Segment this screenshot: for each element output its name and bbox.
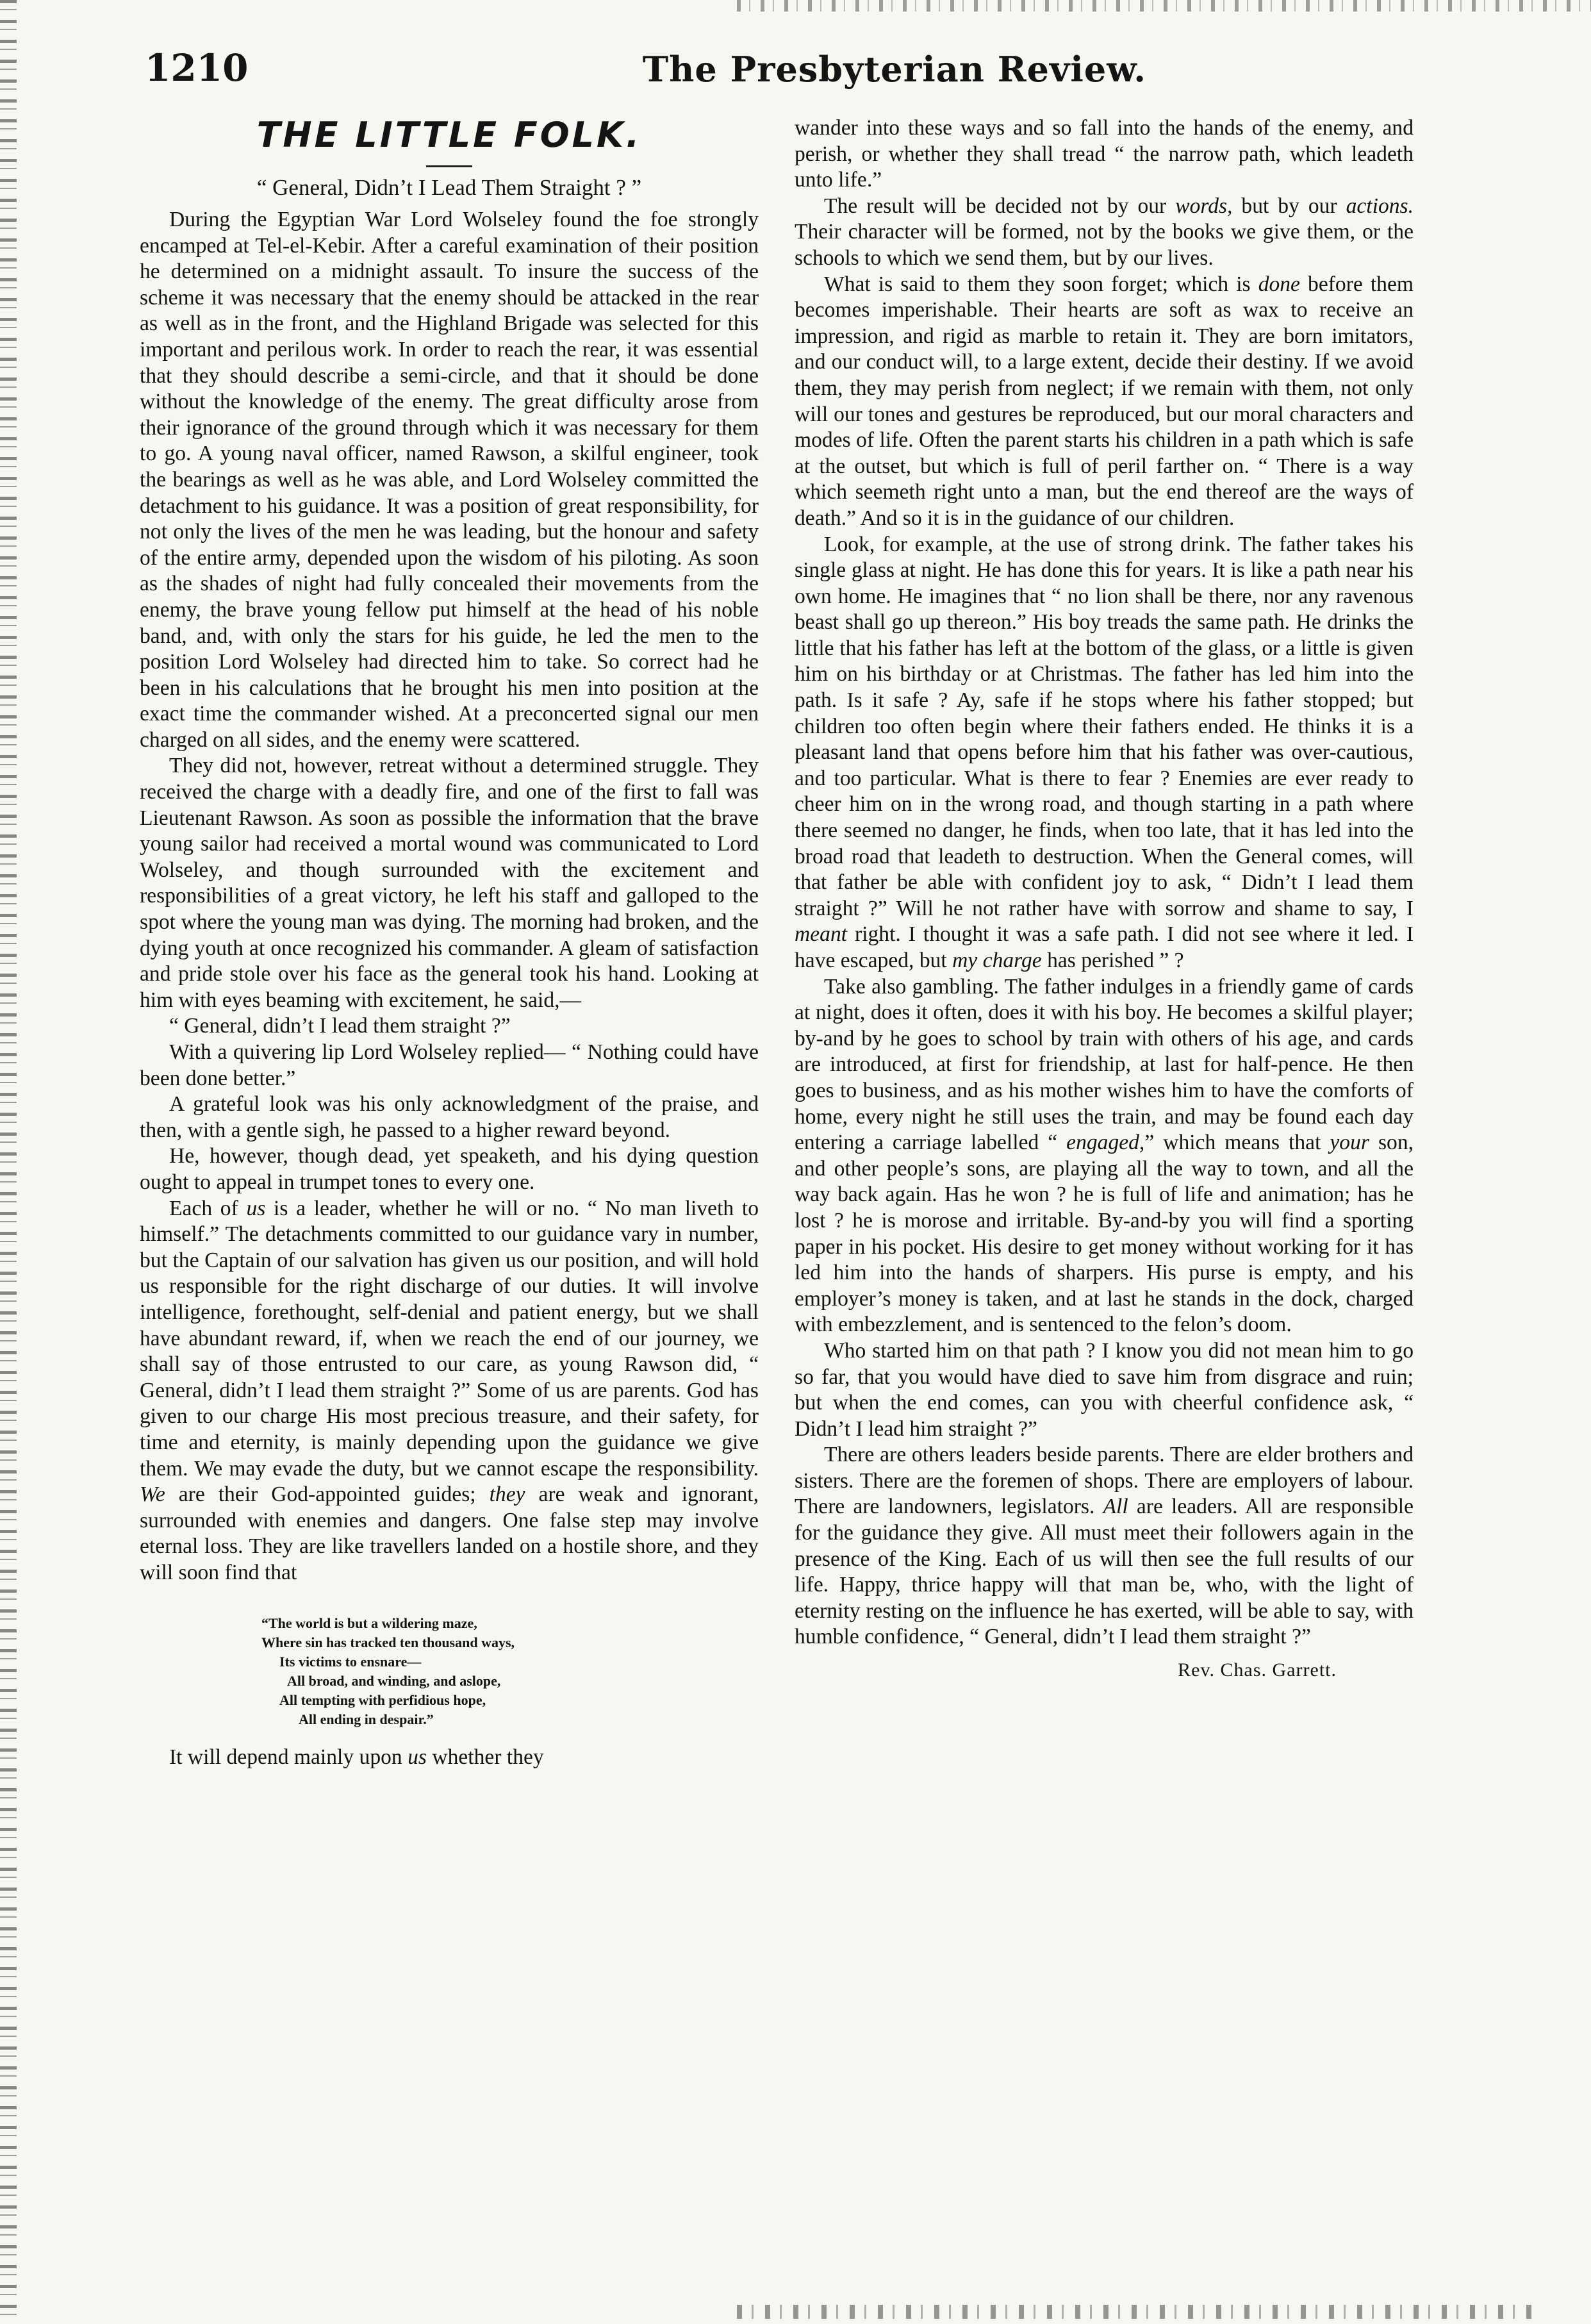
journal-title: The Presbyterian Review. bbox=[642, 49, 1147, 90]
emphasis: actions. bbox=[1346, 194, 1414, 218]
paragraph bbox=[795, 532, 1414, 974]
emphasis: engaged, bbox=[1066, 1131, 1145, 1155]
scan-edge-bottom bbox=[737, 2305, 1538, 2319]
text-run: Take also gambling. The father indulges in a friendly game of cards at night, does it often, does it with his boy. He becomes a skilful player; by-and by he goes to school by train with others of his age, and cards are introduced, at first for friendship, at last for half-pence. He then goes to business, and as his mother wishes him to have the comforts of home, every night he still uses the train, and may be found each day entering a carriage labelled “ bbox=[795, 974, 1414, 1155]
poem bbox=[261, 1614, 759, 1729]
text-run: are their God-appointed guides; bbox=[165, 1482, 490, 1507]
text-run: Look, for example, at the use of strong drink. The father takes his single glass at night. He has done this for years. It is like a path near his own home. He imagines that “ no lion shall be there, nor any ravenous beast shall go up thereon.” His boy treads the same path. He drinks the little that his father has left at the bottom of the glass, or a little is given him on his birthday or at Christmas. The father has led him into the path. Is it safe ? Ay, safe if he stops where his father stopped; but children too often begin where their fathers ended. He thinks it is a pleasant land that opens before him that his father was over-cautious, and too particular. What is there to fear ? Enemies are ever ready to cheer him on in the wrong road, and though starting in a path where there seemed no danger, he finds, when too late, that it has led into the broad road that leadeth to destruction. When the General comes, will that father be able with confident joy to ask, “ Didn’t I lead them straight ?” Will he not rather have with sorrow and shame to say, I bbox=[795, 532, 1414, 920]
text-run: Each of bbox=[169, 1196, 247, 1220]
text-run: The result will be decided not by our bbox=[824, 194, 1176, 218]
emphasis: meant bbox=[795, 922, 848, 947]
poem-line: Where sin has tracked ten thousand ways, bbox=[261, 1634, 515, 1651]
text-run: is a leader, whether he will or no. “ No man liveth to himself.” The detachments committed to our guidance vary in number, but the Captain of our salvation has given us our position, and will hold us responsible for the right discharge of our duties. It will involve intelligence, forethought, self-denial and patient energy, but we shall have abundant reward, if, when we reach the end of our journey, we shall say of those entrusted to our care, as young Rawson did, “ General, didn’t I lead them straight ?” Some of us are parents. God has given to our charge His most precious treasure, and their safety, for time and eternity, is mainly depending upon the guidance we give them. We may evade the duty, but we cannot escape the responsibility. bbox=[140, 1196, 759, 1481]
text-run: Their character will be formed, not by the books we give them, or the schools to which we send them, but by our lives. bbox=[795, 220, 1414, 270]
poem-line: All broad, and winding, and aslope, bbox=[287, 1673, 501, 1689]
paragraph bbox=[795, 194, 1414, 272]
text-run: are weak and ignorant, surrounded with enemies and dangers. One false step may involve eternal loss. They are like travellers landed on a hostile shore, and they will soon find that bbox=[140, 1482, 759, 1584]
text-run: has perished ” ? bbox=[1041, 949, 1184, 972]
emphasis: my charge bbox=[952, 949, 1042, 972]
text-run: but by our bbox=[1232, 194, 1346, 218]
section-title: THE LITTLE FOLK. bbox=[256, 115, 642, 155]
poem-line: Its victims to ensnare— bbox=[279, 1654, 422, 1670]
author-signature: Rev. Chas. Garrett. bbox=[1178, 1659, 1337, 1681]
paragraph: During the Egyptian War Lord Wolseley found the foe strongly encamped at Tel-el-Kebir. After a careful examination of their position he determined on a midnight assault. To insure the success of the scheme it was necessary that the enemy should be attacked in the rear as well as in the front, and the Highland Brigade was selected for this important and perilous work. In order to reach the rear, it was essential that they should describe a semi-circle, and that it should be done without the knowledge of the enemy. The great difficulty arose from their ignorance of the ground through which it was necessary for them to go. A young naval officer, named Rawson, a skilful engineer, took the bearings as well as he was able, and Lord Wolseley committed the detachment to his guidance. It was a position of great responsibility, for not only the lives of the men he was leading, but the honour and safety of the entire army, depended upon the wisdom of his piloting. As soon as the shades of night had fully concealed their movements from the enemy, the brave young fellow put himself at the head of his noble band, and, with only the stars for his guide, he led the men to the position Lord Wolseley had directed him to take. So correct had he been in his calculations that he brought his men into position at the exact time the commander wished. At a preconcerted signal our men charged on all sides, and the enemy were scattered. bbox=[140, 208, 759, 752]
paragraph bbox=[795, 974, 1414, 1338]
poem-line: All ending in despair.” bbox=[299, 1711, 434, 1728]
paragraph: “ General, didn’t I lead them straight ?” bbox=[169, 1014, 511, 1038]
poem-line: “The world is but a wildering maze, bbox=[261, 1615, 477, 1632]
emphasis: We bbox=[140, 1482, 165, 1507]
text-run: What is said to them they soon forget; which is bbox=[824, 272, 1258, 296]
emphasis: All bbox=[1103, 1495, 1128, 1519]
text-run: whether they bbox=[426, 1745, 544, 1770]
right-column bbox=[795, 115, 1414, 1681]
paragraph: He, however, though dead, yet speaketh, and his dying question ought to appeal in trumpet tones to every one. bbox=[140, 1144, 759, 1194]
emphasis: your bbox=[1330, 1131, 1369, 1155]
article-title: “ General, Didn’t I Lead Them Straight ? ” bbox=[256, 175, 642, 200]
paragraph bbox=[140, 1745, 759, 1771]
text-run: before them becomes imperishable. Their hearts are soft as wax to receive an impression, and rigid as marble to retain it. They are born imitators, and our conduct will, to a large extent, decide their destiny. If we avoid them, they may perish from neglect; if we remain with them, not only will our tones and gestures be reproduced, but our moral characters and modes of life. Often the parent starts his children in a path which is safe at the outset, but which is full of peril farther on. “ There is a way which seemeth right unto a man, but the end thereof are the ways of death.” And so it is in the guidance of our children. bbox=[795, 272, 1414, 530]
text-run: son, and other people’s sons, are playing all the way to town, and all the way back again. Has he won ? he is full of life and animation; has he lost ? he is morose and irritable. By-and-by you will find a sporting paper in his pocket. His desire to get money without working for it has led him into the hands of sharpers. His purse is empty, and his employer’s money is taken, and at last he stands in the dock, charged with embezzlement, and is sentenced to the felon’s doom. bbox=[795, 1131, 1414, 1337]
left-column bbox=[140, 112, 759, 1771]
paragraph bbox=[795, 272, 1414, 532]
text-run: ” which means that bbox=[1144, 1131, 1330, 1155]
text-run: There are others leaders beside parents. There are elder brothers and sisters. There are the foremen of shops. There are employers of labour. There are landowners, legislators. bbox=[795, 1443, 1414, 1519]
paragraph: They did not, however, retreat without a determined struggle. They received the charge with a deadly fire, and one of the first to fall was Lieutenant Rawson. As soon as possible the information that the brave young sailor had received a mortal wound was communicated to Lord Wolseley, and though surrounded with the excitement and responsibilities of a great victory, he left his staff and galloped to the spot where the young man was dying. The morning had broken, and the dying youth at once recognized his commander. A gleam of satisfaction and pride stole over his face as the general took his hand. Looking at him with eyes beaming with excitement, he said,— bbox=[140, 754, 759, 1012]
paragraph: A grateful look was his only acknowledgment of the praise, and then, with a gentle sigh, he passed to a higher reward beyond. bbox=[140, 1092, 759, 1142]
title-rule bbox=[426, 165, 472, 167]
paragraph: With a quivering lip Lord Wolseley replied— “ Nothing could have been done better.” bbox=[140, 1040, 759, 1090]
scan-edge-top bbox=[737, 0, 1591, 12]
page-number: 1210 bbox=[145, 46, 249, 90]
emphasis: done bbox=[1258, 272, 1300, 296]
paragraph bbox=[140, 1196, 759, 1586]
poem-line: All tempting with perfidious hope, bbox=[279, 1692, 486, 1709]
text-run: are leaders. All are responsible for the guidance they give. All must meet their followers again in the presence of the King. Each of us will then see the full results of our life. Happy, thrice happy will that man be, who, with the light of eternity resting on the influence he has exerted, will be able to say, with humble confidence, “ General, didn’t I lead them straight ?” bbox=[795, 1495, 1414, 1649]
text-run: It will depend mainly upon bbox=[169, 1745, 408, 1770]
text-run: right. I thought it was a safe path. I did not see where it led. I have escaped, but bbox=[795, 922, 1414, 972]
paragraph: Who started him on that path ? I know you did not mean him to go so far, that you would have died to save him from disgrace and ruin; but when the end comes, can you with cheerful confidence ask, “ Didn’t I lead him straight ?” bbox=[795, 1338, 1414, 1441]
paragraph: wander into these ways and so fall into the hands of the enemy, and perish, or whether they shall tread “ the narrow path, which leadeth unto life.” bbox=[795, 116, 1414, 192]
emphasis: us bbox=[246, 1196, 266, 1220]
emphasis: words, bbox=[1175, 194, 1233, 218]
page-header bbox=[145, 46, 1420, 110]
scan-edge-left bbox=[0, 0, 17, 2324]
emphasis: us bbox=[408, 1745, 427, 1770]
paragraph bbox=[795, 1442, 1414, 1650]
emphasis: they bbox=[489, 1482, 525, 1507]
